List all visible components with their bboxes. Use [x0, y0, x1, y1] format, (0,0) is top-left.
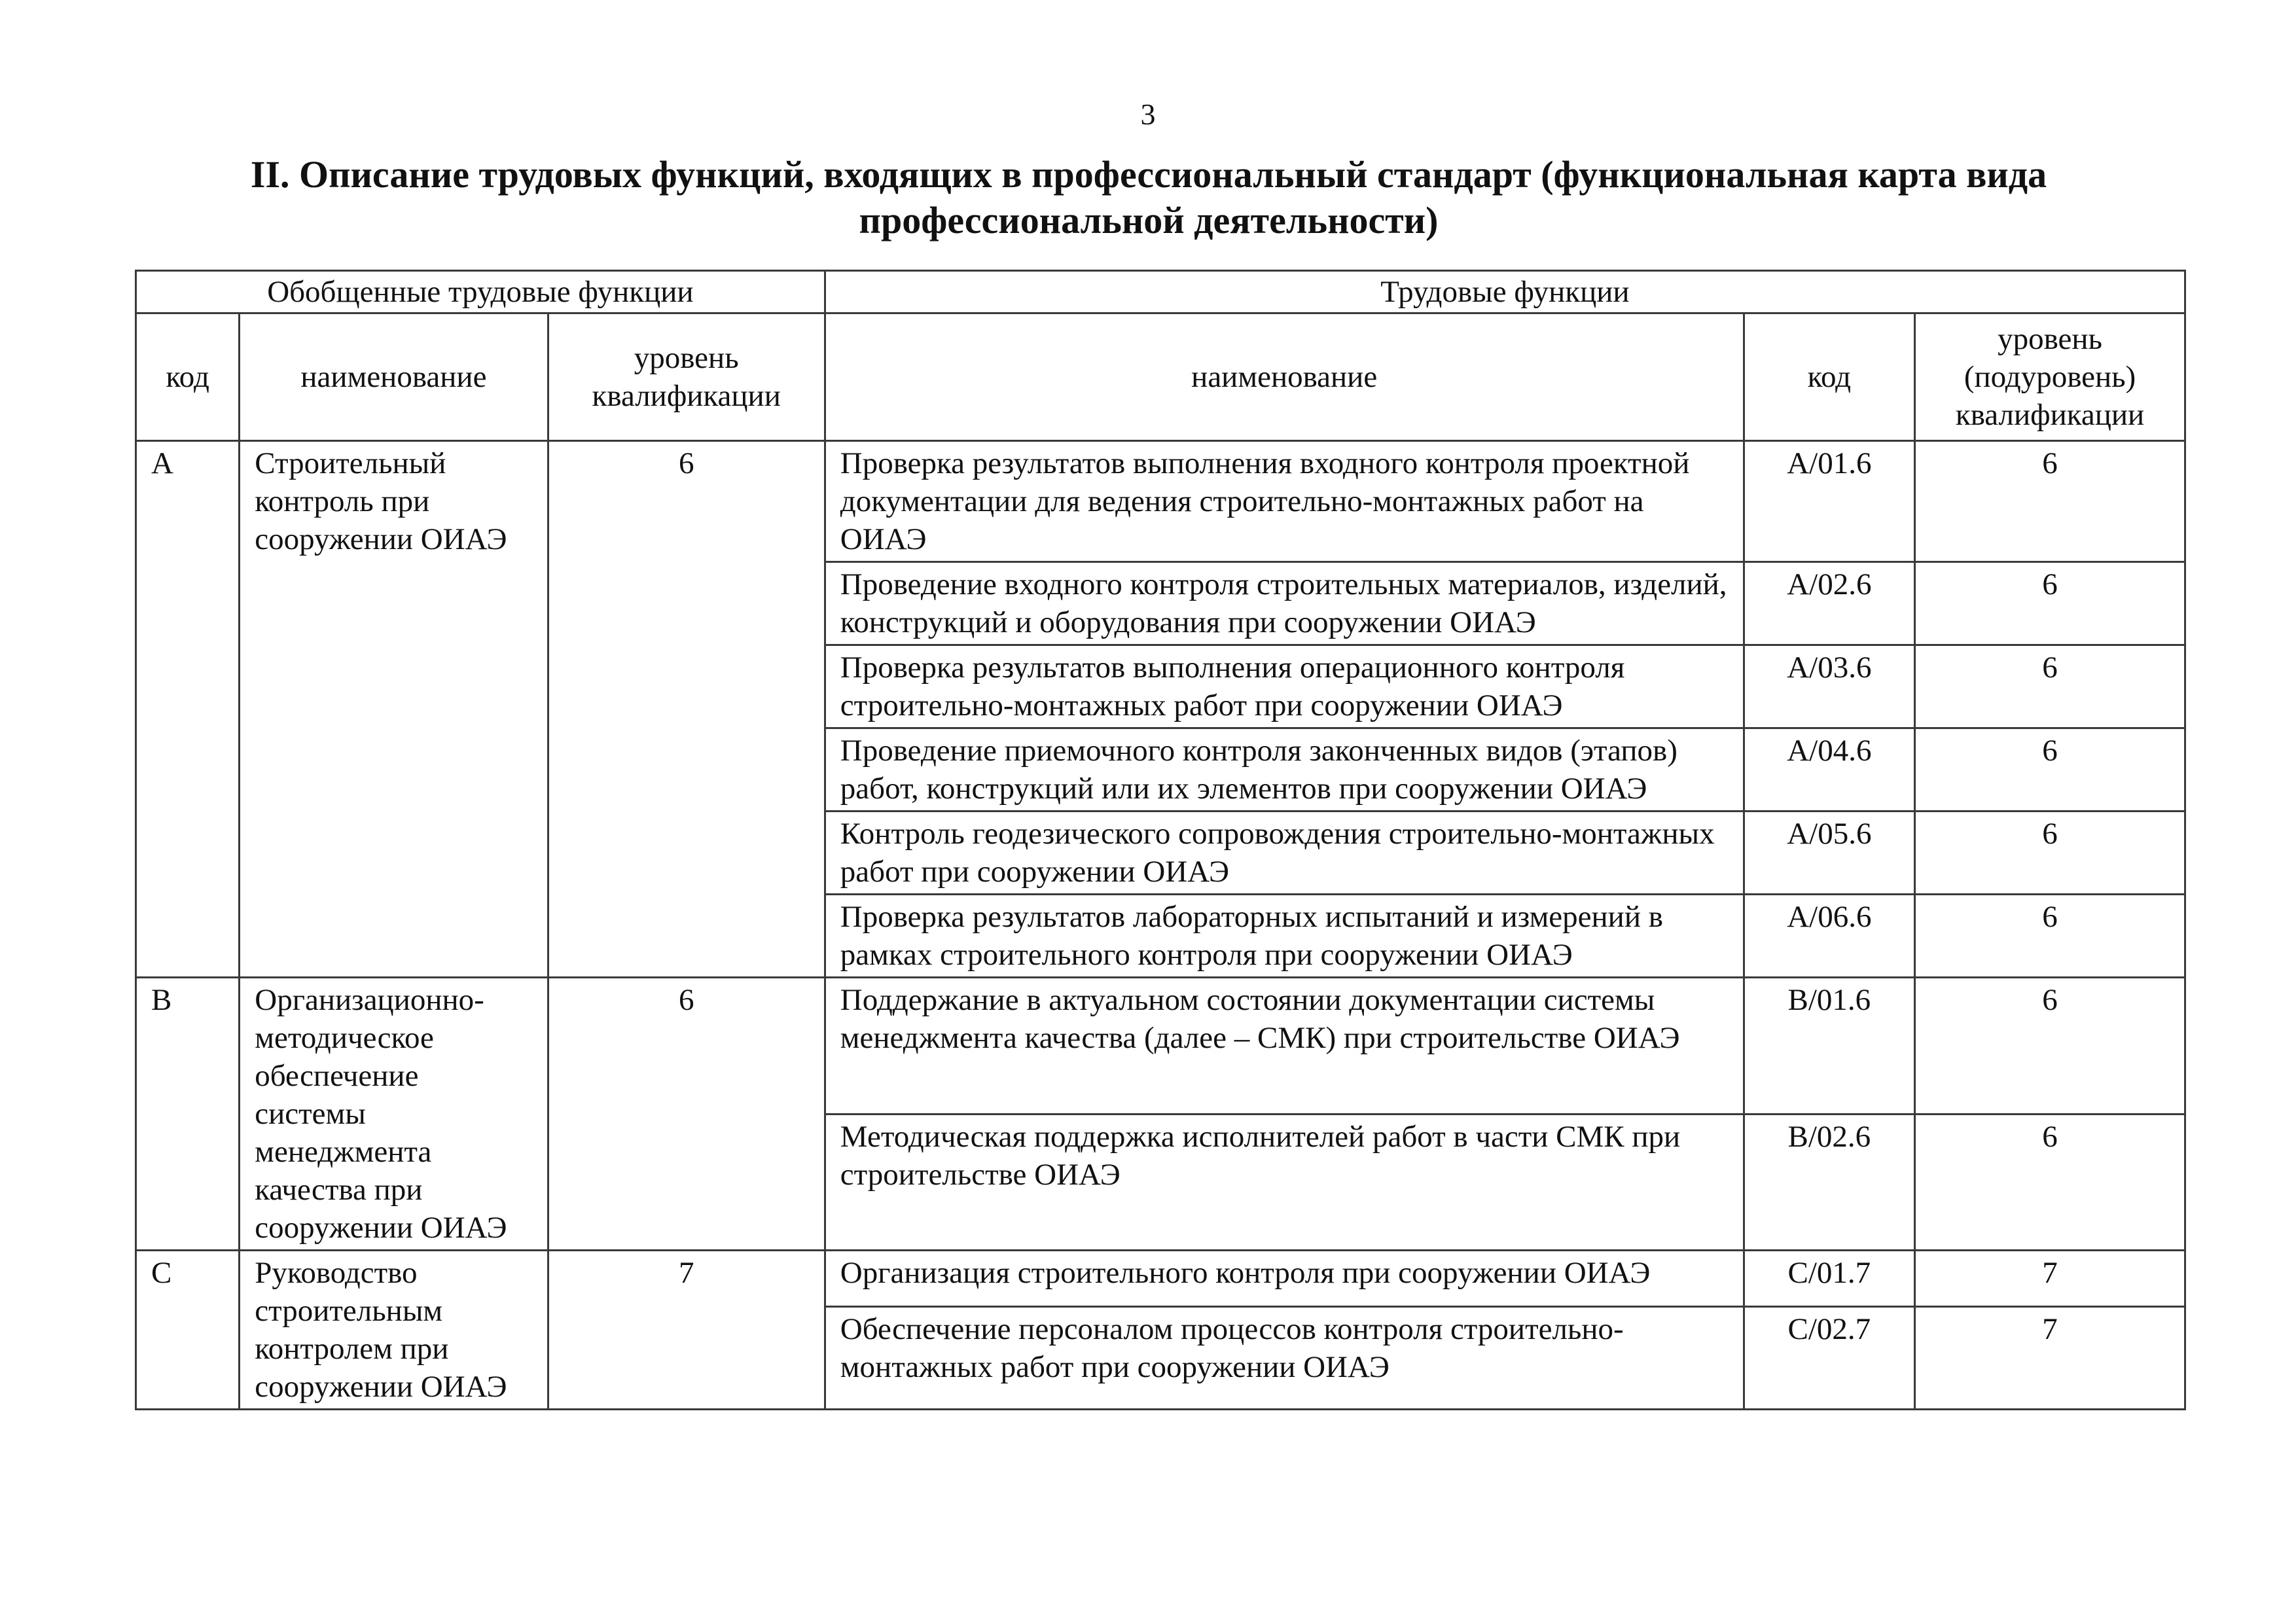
page-number: 3: [1140, 98, 1156, 131]
page-title: II. Описание трудовых функций, входящих в профессиональный стандарт (функциональная карта вида профессиональной деятельности): [250, 153, 2047, 241]
generalized-function-name: Руководство строительным контролем при сооружении ОИАЭ: [240, 1251, 548, 1410]
labor-function-code: A/03.6: [1744, 645, 1914, 728]
labor-function-name: Проверка результатов лабораторных испытаний и измерений в рамках строительного контроля при сооружении ОИАЭ: [825, 895, 1744, 978]
col-fn-name: наименование: [825, 313, 1744, 441]
labor-function-code: A/05.6: [1744, 812, 1914, 895]
labor-function-name: Проверка результатов выполнения входного контроля проектной документации для ведения строительно-монтажных работ на ОИАЭ: [825, 441, 1744, 562]
labor-function-level: 6: [1915, 1114, 2185, 1251]
labor-function-code: A/01.6: [1744, 441, 1914, 562]
labor-function-name: Контроль геодезического сопровождения строительно-монтажных работ при сооружении ОИАЭ: [825, 812, 1744, 895]
labor-function-level: 7: [1915, 1251, 2185, 1307]
labor-function-name: Проверка результатов выполнения операционного контроля строительно-монтажных работ при сооружении ОИАЭ: [825, 645, 1744, 728]
labor-function-level: 6: [1915, 645, 2185, 728]
col-gen-code: код: [136, 313, 240, 441]
labor-function-level: 6: [1915, 441, 2185, 562]
group-header-row: [136, 271, 2185, 313]
labor-function-code: A/02.6: [1744, 562, 1914, 645]
generalized-function-code: C: [136, 1251, 240, 1410]
labor-function-name: Методическая поддержка исполнителей работ в части СМК при строительстве ОИАЭ: [825, 1114, 1744, 1251]
labor-function-code: B/02.6: [1744, 1114, 1914, 1251]
labor-function-level: 6: [1915, 728, 2185, 812]
labor-function-code: C/02.7: [1744, 1306, 1914, 1409]
generalized-function-name: Организационно-методическое обеспечение системы менеджмента качества при сооружении ОИАЭ: [240, 978, 548, 1251]
table-row: [136, 978, 2185, 1115]
col-fn-code: код: [1744, 313, 1914, 441]
generalized-function-level: 6: [548, 978, 825, 1251]
labor-function-code: C/01.7: [1744, 1251, 1914, 1307]
generalized-function-level: 7: [548, 1251, 825, 1410]
labor-function-name: Обеспечение персоналом процессов контроля строительно-монтажных работ при сооружении ОИАЭ: [825, 1306, 1744, 1409]
table-body: [136, 441, 2185, 1410]
col-gen-level: уровень квалификации: [548, 313, 825, 441]
labor-function-code: B/01.6: [1744, 978, 1914, 1115]
labor-function-level: 7: [1915, 1306, 2185, 1409]
labor-function-level: 6: [1915, 978, 2185, 1115]
labor-function-code: A/06.6: [1744, 895, 1914, 978]
table-header: [136, 271, 2185, 441]
col-gen-name: наименование: [240, 313, 548, 441]
table-row: [136, 1251, 2185, 1307]
labor-function-name: Проведение входного контроля строительных материалов, изделий, конструкций и оборудования при сооружении ОИАЭ: [825, 562, 1744, 645]
labor-function-level: 6: [1915, 562, 2185, 645]
functional-map-table: [135, 270, 2186, 1410]
generalized-function-name: Строительный контроль при сооружении ОИАЭ: [240, 441, 548, 978]
generalized-function-level: 6: [548, 441, 825, 978]
labor-function-code: A/04.6: [1744, 728, 1914, 812]
labor-functions-header: Трудовые функции: [825, 271, 2185, 313]
table-row: [136, 441, 2185, 562]
generalized-functions-header: Обобщенные трудовые функции: [136, 271, 825, 313]
col-fn-level: уровень (подуровень) квалификации: [1915, 313, 2185, 441]
labor-function-name: Организация строительного контроля при сооружении ОИАЭ: [825, 1251, 1744, 1307]
labor-function-level: 6: [1915, 812, 2185, 895]
generalized-function-code: A: [136, 441, 240, 978]
labor-function-level: 6: [1915, 895, 2185, 978]
column-header-row: [136, 313, 2185, 441]
generalized-function-code: B: [136, 978, 240, 1251]
labor-function-name: Поддержание в актуальном состоянии документации системы менеджмента качества (далее – СМК) при строительстве ОИАЭ: [825, 978, 1744, 1115]
labor-function-name: Проведение приемочного контроля законченных видов (этапов) работ, конструкций или их элементов при сооружении ОИАЭ: [825, 728, 1744, 812]
